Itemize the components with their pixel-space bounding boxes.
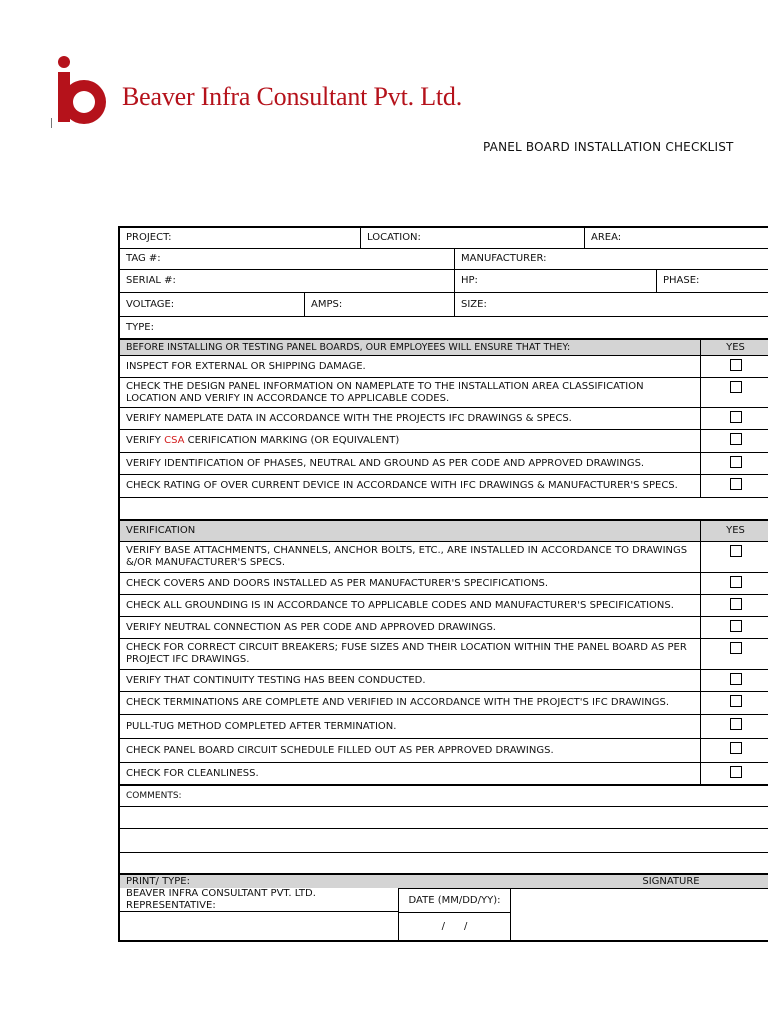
yes-checkbox[interactable] (730, 359, 742, 371)
company-name: Beaver Infra Consultant Pvt. Ltd. (122, 82, 462, 111)
checklist-item-text (120, 430, 700, 452)
representative-label (120, 888, 398, 912)
checklist-row (120, 453, 768, 475)
info-row-serial (120, 270, 768, 293)
checklist-row (120, 542, 768, 573)
checklist-row (120, 692, 768, 715)
yes-cell (700, 542, 768, 572)
checklist-row (120, 617, 768, 639)
checklist-item-text: CHECK FOR CORRECT CIRCUIT BREAKERS; FUSE SIZES AND THEIR LOCATION WITHIN THE PANEL BOARD AS PER PROJECT IFC DRAWINGS. (126, 642, 687, 665)
section2-yes-label: YES (700, 521, 768, 541)
yes-checkbox[interactable] (730, 478, 742, 490)
checklist-item-text: VERIFY IDENTIFICATION OF PHASES, NEUTRAL AND GROUND AS PER CODE AND APPROVED DRAWINGS. (126, 457, 645, 469)
yes-cell (700, 430, 768, 452)
representative-line2: REPRESENTATIVE: (126, 899, 216, 911)
checklist-item-text: CHECK RATING OF OVER CURRENT DEVICE IN ACCORDANCE WITH IFC DRAWINGS & MANUFACTURER'S SPECS. (126, 480, 678, 491)
checklist-item-text: CHECK FOR CLEANLINESS. (126, 767, 259, 779)
print-type-label: PRINT/ TYPE: (126, 875, 190, 887)
yes-cell (700, 670, 768, 691)
yes-cell (700, 595, 768, 616)
yes-cell (700, 475, 768, 497)
signature-label: SIGNATURE (642, 875, 700, 887)
comments-row (120, 786, 768, 807)
amps-field[interactable]: AMPS: (304, 293, 454, 316)
yes-cell (700, 378, 768, 407)
yes-cell (700, 408, 768, 429)
checklist-item-text: CHECK THE DESIGN PANEL INFORMATION ON NAMEPLATE TO THE INSTALLATION AREA CLASSIFICATION LOCATION AND VERIFY IN ACCORDANCE TO APPLICABLE CODES. (126, 380, 644, 404)
yes-cell (700, 639, 768, 669)
yes-cell (700, 573, 768, 594)
checklist-item-text: CHECK COVERS AND DOORS INSTALLED AS PER MANUFACTURER'S SPECIFICATIONS. (126, 577, 549, 589)
checklist-row (120, 739, 768, 763)
yes-cell (700, 453, 768, 474)
checklist-row (120, 573, 768, 595)
comments-label: COMMENTS: (126, 791, 182, 801)
yes-checkbox[interactable] (730, 673, 742, 685)
checklist-item-text: PULL-TUG METHOD COMPLETED AFTER TERMINATION. (126, 720, 397, 732)
project-field[interactable]: PROJECT: (126, 232, 172, 243)
section2-heading: VERIFICATION (126, 525, 196, 536)
signoff-header (120, 875, 768, 888)
checklist-row (120, 595, 768, 617)
checklist-item-text: CHECK ALL GROUNDING IS IN ACCORDANCE TO APPLICABLE CODES AND MANUFACTURER'S SPECIFICATIONS. (126, 599, 674, 611)
form-bottom-border (120, 940, 768, 942)
yes-checkbox[interactable] (730, 381, 742, 393)
signoff-input-row (120, 912, 768, 940)
document-title: PANEL BOARD INSTALLATION CHECKLIST (483, 140, 734, 154)
type-field[interactable]: TYPE: (126, 321, 154, 333)
checklist-row (120, 475, 768, 498)
yes-checkbox[interactable] (730, 456, 742, 468)
date-field[interactable]: / / (398, 912, 510, 940)
section1-spacer-row (120, 498, 768, 521)
section1-heading: BEFORE INSTALLING OR TESTING PANEL BOARDS, OUR EMPLOYEES WILL ENSURE THAT THEY: (126, 341, 571, 353)
yes-checkbox[interactable] (730, 766, 742, 778)
signoff-row (120, 888, 768, 912)
checklist-row (120, 639, 768, 670)
yes-checkbox[interactable] (730, 642, 742, 654)
yes-cell (700, 739, 768, 762)
yes-checkbox[interactable] (730, 742, 742, 754)
yes-checkbox[interactable] (730, 718, 742, 730)
manufacturer-field[interactable]: MANUFACTURER: (454, 249, 768, 269)
yes-checkbox[interactable] (730, 433, 742, 445)
checklist-item-text: VERIFY NEUTRAL CONNECTION AS PER CODE AND APPROVED DRAWINGS. (126, 621, 496, 633)
size-field[interactable]: SIZE: (454, 293, 768, 316)
checklist-item-text: VERIFY THAT CONTINUITY TESTING HAS BEEN CONDUCTED. (126, 674, 426, 686)
yes-cell (700, 715, 768, 738)
yes-checkbox[interactable] (730, 411, 742, 423)
yes-cell (700, 617, 768, 638)
signature-field[interactable] (510, 888, 768, 912)
csa-prefix: VERIFY (126, 435, 165, 446)
checklist-row (120, 378, 768, 408)
checklist-item-text: CHECK TERMINATIONS ARE COMPLETE AND VERIFIED IN ACCORDANCE WITH THE PROJECT'S IFC DRAWINGS. (126, 697, 670, 708)
serial-field[interactable]: SERIAL #: (126, 275, 176, 286)
hp-field[interactable]: HP: (454, 270, 656, 292)
csa-highlight: CSA (164, 435, 185, 446)
tag-field[interactable]: TAG #: (126, 253, 161, 264)
signature-input[interactable] (510, 912, 768, 940)
info-row-tag (120, 249, 768, 270)
checklist-row (120, 670, 768, 692)
checklist-row (120, 356, 768, 378)
section1-header (120, 340, 768, 356)
comments-line[interactable] (120, 853, 768, 875)
checklist-row (120, 715, 768, 739)
yes-checkbox[interactable] (730, 598, 742, 610)
yes-cell (700, 692, 768, 714)
yes-checkbox[interactable] (730, 620, 742, 632)
yes-checkbox[interactable] (730, 695, 742, 707)
comments-line[interactable] (120, 829, 768, 853)
representative-line1: BEAVER INFRA CONSULTANT PVT. LTD. (126, 887, 316, 899)
yes-checkbox[interactable] (730, 576, 742, 588)
checklist-item-text: INSPECT FOR EXTERNAL OR SHIPPING DAMAGE. (126, 360, 366, 372)
checklist-item-text: VERIFY BASE ATTACHMENTS, CHANNELS, ANCHOR BOLTS, ETC., ARE INSTALLED IN ACCORDANCE TO DRAWINGS &/OR MANUFACTURER'S SPECS. (126, 545, 688, 568)
date-label: DATE (MM/DD/YY): (398, 888, 510, 912)
yes-checkbox[interactable] (730, 545, 742, 557)
section2-header (120, 521, 768, 542)
checklist-form (118, 226, 768, 942)
checklist-row (120, 408, 768, 430)
info-row-project (120, 228, 768, 249)
voltage-field[interactable]: VOLTAGE: (126, 298, 175, 310)
area-field[interactable]: AREA: (584, 228, 768, 248)
checklist-item-text: CHECK PANEL BOARD CIRCUIT SCHEDULE FILLED OUT AS PER APPROVED DRAWINGS. (126, 744, 554, 756)
checklist-row (120, 430, 768, 453)
company-logo (54, 56, 110, 128)
yes-cell (700, 356, 768, 377)
print-name-field[interactable] (120, 912, 398, 940)
checklist-item-text: VERIFY NAMEPLATE DATA IN ACCORDANCE WITH THE PROJECTS IFC DRAWINGS & SPECS. (126, 412, 572, 424)
checklist-row (120, 763, 768, 786)
section1-yes-label: YES (700, 340, 768, 355)
phase-field[interactable]: PHASE: (656, 270, 768, 292)
location-field[interactable]: LOCATION: (360, 228, 584, 248)
margin-marker (51, 118, 52, 128)
yes-cell (700, 763, 768, 784)
info-row-type (120, 317, 768, 340)
comments-line[interactable] (120, 807, 768, 829)
info-row-voltage (120, 293, 768, 317)
csa-suffix: CERIFICATION MARKING (OR EQUIVALENT) (184, 435, 400, 446)
